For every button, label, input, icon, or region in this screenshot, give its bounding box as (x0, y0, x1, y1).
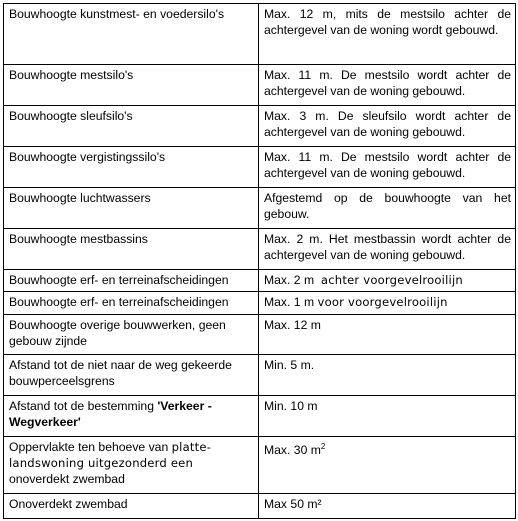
row-label: Bouwhoogte erf- en terreinafscheidingen (4, 292, 259, 314)
row-label: Bouwhoogte vergistingssilo's (4, 147, 259, 188)
label-text: Afstand tot de bestemming (9, 399, 158, 414)
row-value (259, 437, 516, 494)
row-value (259, 269, 516, 291)
table-row (4, 269, 516, 291)
table-row (4, 355, 516, 396)
table-row (4, 65, 516, 106)
label-text: Oppervlakte ten behoeve van (9, 440, 172, 455)
label-handwritten-text: platte-landswoning uitgezonderd een (9, 440, 212, 471)
row-value: Max. 12 m (259, 314, 516, 355)
row-label: Bouwhoogte overige bouwwerken, geen gebouw zijnde (4, 314, 259, 355)
row-value: Max. 2 m. Het mestbassin wordt achter de achtergevel van de woning gebouwd. (259, 228, 516, 269)
row-label (4, 396, 259, 437)
table-row (4, 314, 516, 355)
row-label: Bouwhoogte mestbassins (4, 228, 259, 269)
table-row (4, 292, 516, 314)
label-text-end: onoverdekt zwembad (9, 472, 125, 487)
row-value: Max. 3 m. De sleufsilo wordt achter de achtergevel van de woning gebouwd. (259, 106, 516, 147)
row-value (259, 292, 516, 314)
value-amount: Max. 2 m (264, 272, 315, 287)
table-row (4, 437, 516, 494)
table-row (4, 106, 516, 147)
row-value: Max. 11 m. De mestsilo wordt achter de achtergevel van de woning gebouwd. (259, 147, 516, 188)
row-value: Afgestemd op de bouwhoogte van het gebouw. (259, 187, 516, 228)
row-value: Max 50 m² (259, 494, 516, 519)
row-value: Min. 5 m. (259, 355, 516, 396)
requirements-table (3, 3, 516, 519)
row-value: Min. 10 m (259, 396, 516, 437)
table-row (4, 4, 516, 65)
table-row (4, 228, 516, 269)
zone-name: 'Verkeer - Wegverkeer' (9, 399, 212, 430)
row-value: Max. 12 m, mits de mestsilo achter de achtergevel van de woning wordt gebouwd. (259, 4, 516, 65)
value-superscript: 2 (320, 442, 326, 452)
row-label: Onoverdekt zwembad (4, 494, 259, 519)
row-label (4, 437, 259, 494)
row-value: Max. 11 m. De mestsilo wordt achter de achtergevel van de woning gebouwd. (259, 65, 516, 106)
row-label: Bouwhoogte kunstmest- en voedersilo's (4, 4, 259, 65)
table-row (4, 187, 516, 228)
row-label: Bouwhoogte erf- en terreinafscheidingen (4, 269, 259, 291)
row-label: Bouwhoogte sleufsilo's (4, 106, 259, 147)
value-amount: Max. 1 m (264, 295, 315, 310)
value-location: achter voorgevelrooilijn (320, 272, 463, 287)
table-row (4, 396, 516, 437)
row-label: Bouwhoogte luchtwassers (4, 187, 259, 228)
row-label: Bouwhoogte mestsilo's (4, 65, 259, 106)
table-row (4, 494, 516, 519)
value-amount: Max. 30 m (264, 443, 321, 458)
value-location: voor voorgevelrooilijn (317, 295, 448, 310)
row-label: Afstand tot de niet naar de weg gekeerde bouwperceelsgrens (4, 355, 259, 396)
table-row (4, 147, 516, 188)
